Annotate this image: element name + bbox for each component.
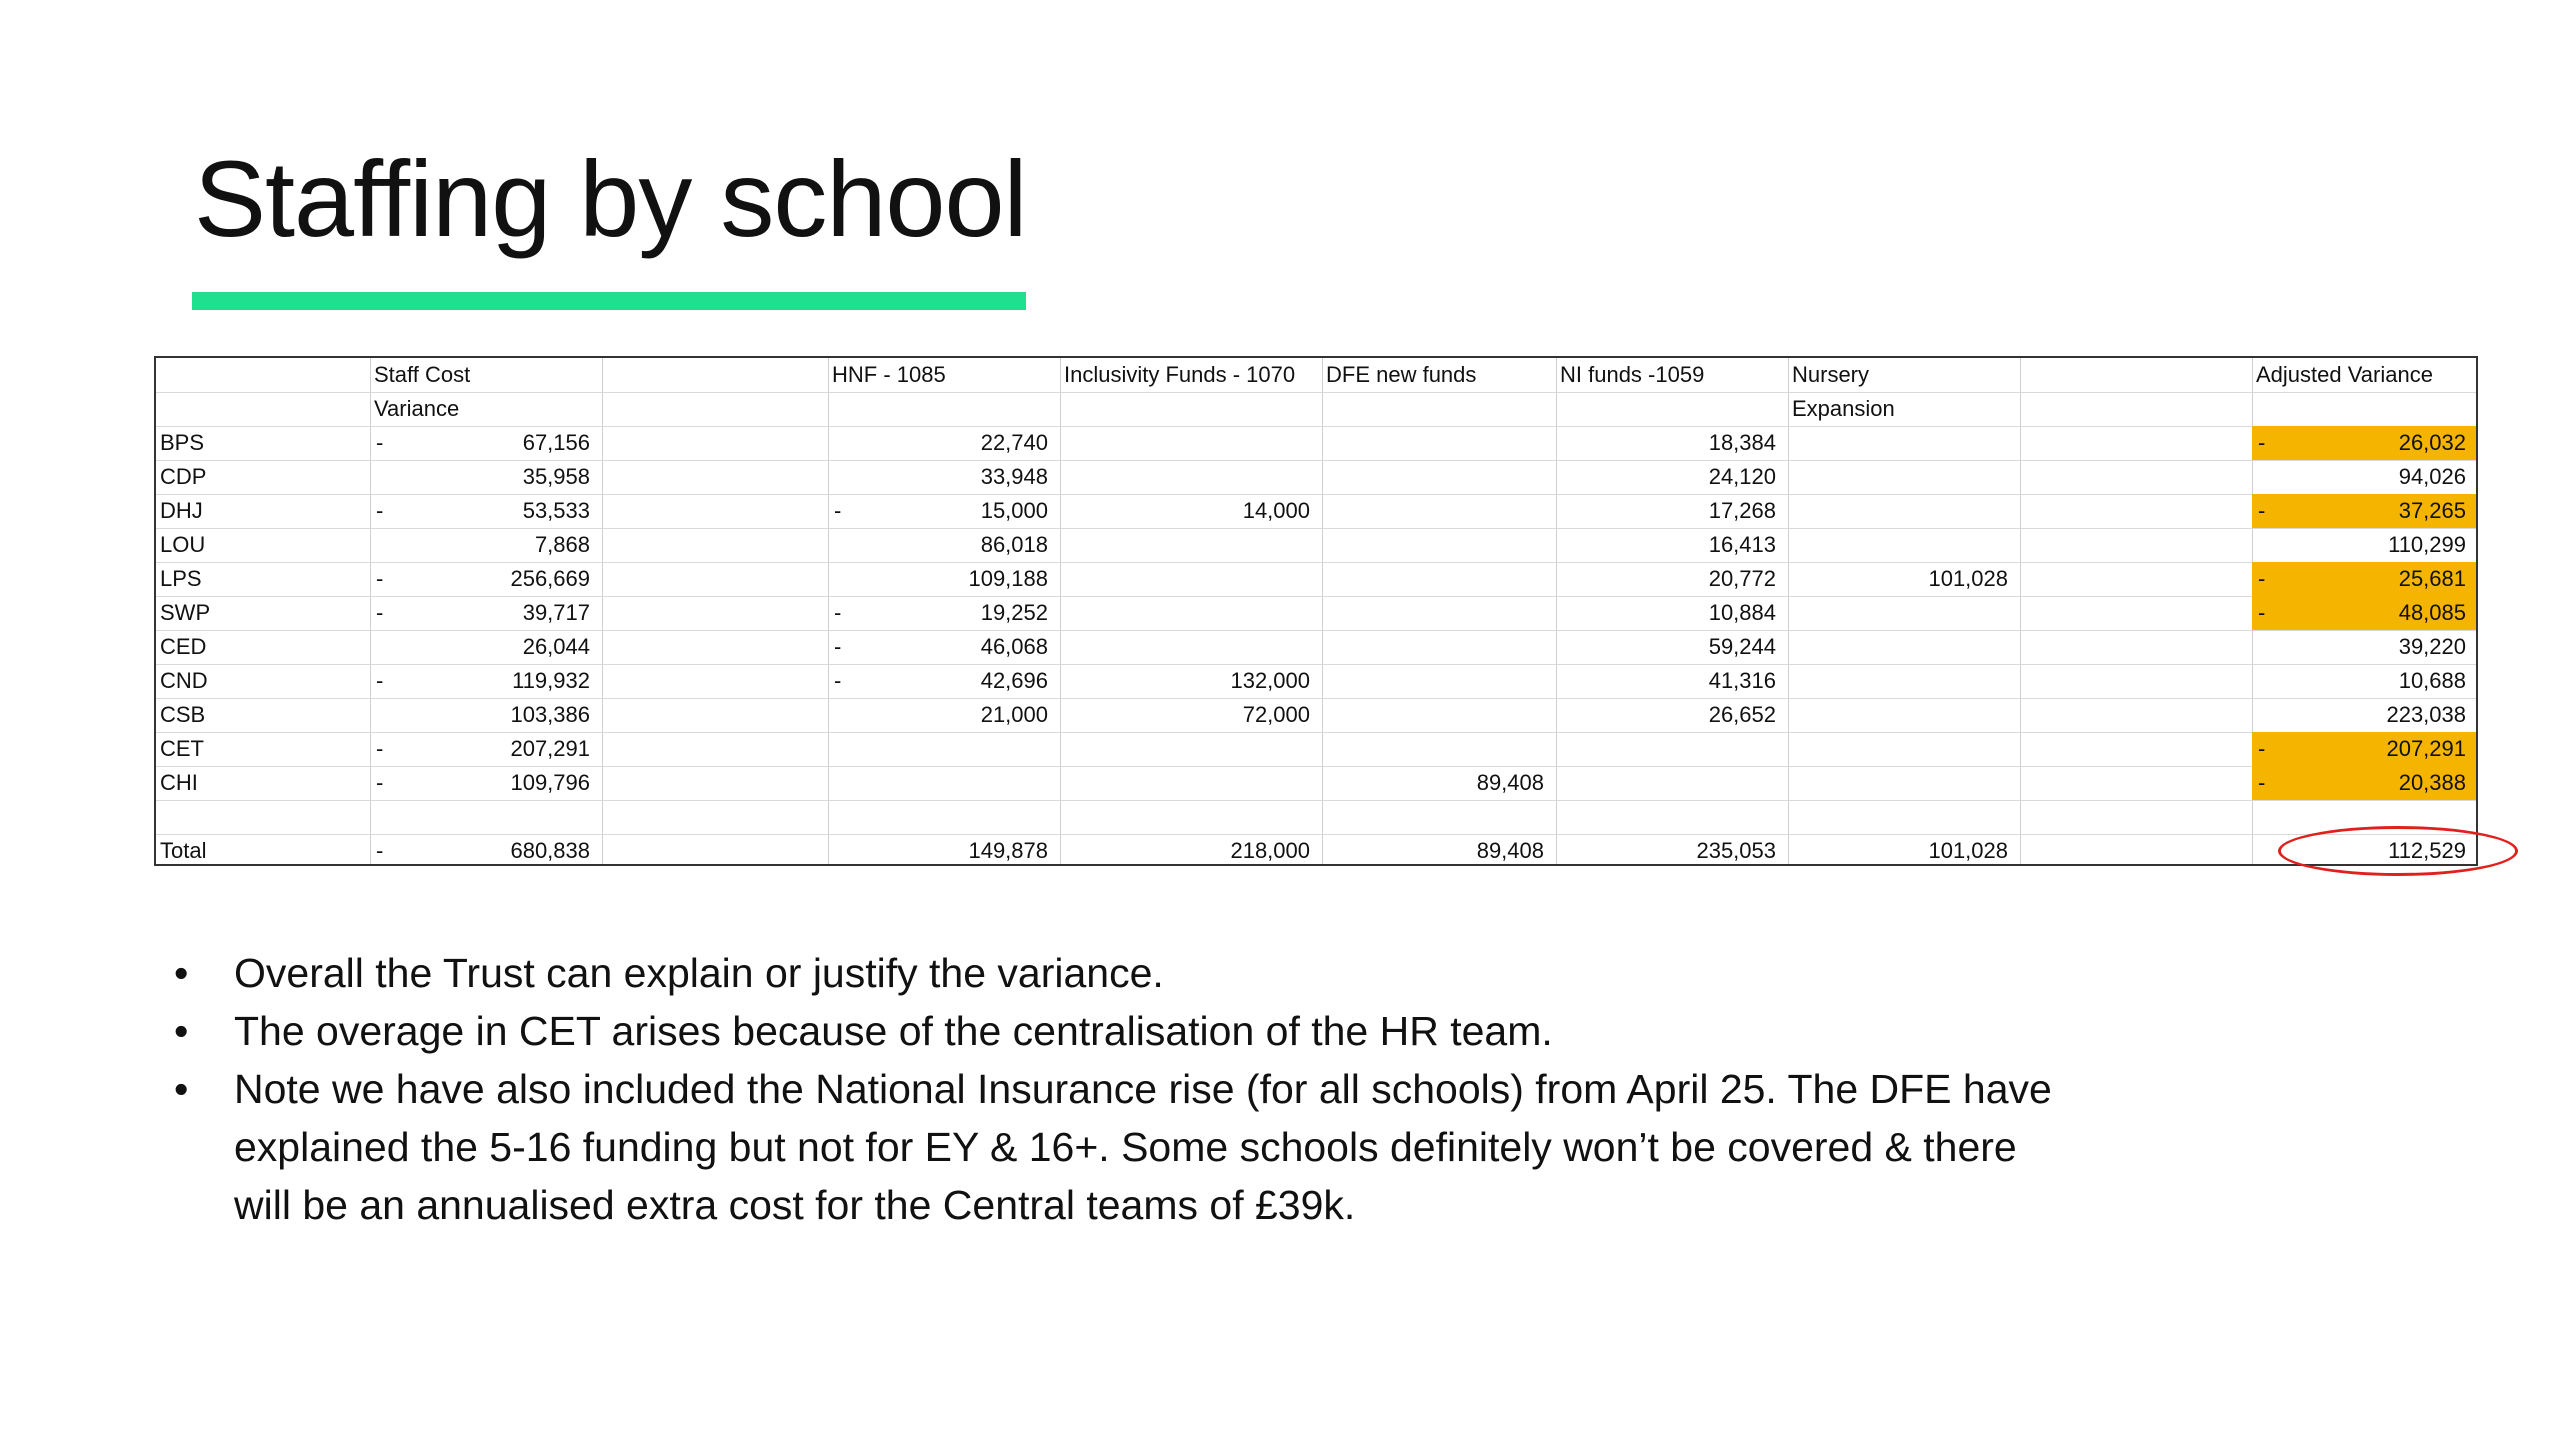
table-row-nursery: [1788, 630, 2020, 664]
table-row-inclusivity: [1060, 766, 1322, 800]
bullet-text-line: The overage in CET arises because of the centralisation of the HR team.: [234, 1008, 1553, 1054]
table-row-nursery: [1788, 426, 2020, 460]
table-row-inclusivity: [1060, 698, 1322, 732]
total-row-hnf-value: 149,878: [968, 838, 1048, 863]
column-header-value: Variance: [374, 396, 460, 421]
table-row-staff-cost: [370, 596, 602, 630]
table-row-adjusted-variance: [2252, 664, 2478, 698]
negative-sign: -: [376, 566, 384, 591]
table-row-ni: [1556, 630, 1788, 664]
table-row-dfe: [1322, 732, 1556, 766]
table-row-school: [156, 664, 370, 698]
table-row-staff-cost: [370, 732, 602, 766]
bullet-dot-icon: •: [174, 1008, 189, 1054]
table-row-dfe: [1322, 426, 1556, 460]
negative-sign: -: [376, 838, 384, 863]
table-row-ni-value: 17,268: [1708, 498, 1776, 523]
grid-column-line: [2020, 358, 2021, 864]
table-row-staff-cost-value: 35,958: [522, 464, 590, 489]
table-row-school: [156, 426, 370, 460]
total-row-hnf: [828, 834, 1060, 866]
page-title: Staffing by school: [194, 138, 1027, 259]
negative-sign: -: [376, 736, 384, 761]
negative-sign: -: [376, 770, 384, 795]
table-row-nursery: [1788, 698, 2020, 732]
table-row-inclusivity-value: 132,000: [1230, 668, 1310, 693]
negative-sign: -: [376, 668, 384, 693]
total-row-inclusivity-value: 218,000: [1230, 838, 1310, 863]
table-row-adjusted-variance: [2252, 596, 2478, 630]
table-row-school: [156, 562, 370, 596]
negative-sign: -: [834, 668, 842, 693]
table-row-staff-cost-value: 7,868: [534, 532, 590, 557]
table-row-inclusivity: [1060, 596, 1322, 630]
table-row-nursery: [1788, 460, 2020, 494]
table-row-hnf: [828, 630, 1060, 664]
table-row-dfe: [1322, 766, 1556, 800]
negative-sign: -: [376, 498, 384, 523]
table-row-adjusted-variance-value: 207,291: [2386, 736, 2466, 761]
table-row-school-value: BPS: [160, 430, 205, 455]
negative-sign: -: [2258, 498, 2266, 523]
bullet-list: [170, 944, 2410, 1234]
total-row-dfe-value: 89,408: [1476, 838, 1544, 863]
table-row-adjusted-variance-value: 25,681: [2398, 566, 2466, 591]
column-header: [370, 392, 602, 426]
table-row-school: [156, 596, 370, 630]
table-row-adjusted-variance: [2252, 426, 2478, 460]
table-row-hnf: [828, 562, 1060, 596]
table-row-staff-cost: [370, 766, 602, 800]
table-row-inclusivity: [1060, 460, 1322, 494]
table-row-ni: [1556, 562, 1788, 596]
table-row-adjusted-variance: [2252, 562, 2478, 596]
table-row-adjusted-variance-value: 223,038: [2386, 702, 2466, 727]
negative-sign: -: [376, 430, 384, 455]
column-header: [370, 358, 602, 392]
table-row-school: [156, 460, 370, 494]
table-row-staff-cost-value: 207,291: [510, 736, 590, 761]
table-row-ni-value: 20,772: [1708, 566, 1776, 591]
table-row-staff-cost-value: 39,717: [522, 600, 590, 625]
table-row-adjusted-variance: [2252, 460, 2478, 494]
table-row-dfe-value: 89,408: [1476, 770, 1544, 795]
table-row-school-value: CHI: [160, 770, 198, 795]
total-row-nursery: [1788, 834, 2020, 866]
table-row-inclusivity: [1060, 494, 1322, 528]
table-row-school-value: CND: [160, 668, 208, 693]
table-row-nursery: [1788, 596, 2020, 630]
table-row-ni: [1556, 460, 1788, 494]
table-row-nursery: [1788, 528, 2020, 562]
column-header-value: Nursery: [1792, 362, 1870, 387]
table-row-staff-cost: [370, 528, 602, 562]
table-row-hnf-value: 46,068: [980, 634, 1048, 659]
table-row-staff-cost: [370, 494, 602, 528]
table-row-school-value: LOU: [160, 532, 206, 557]
table-row-staff-cost-value: 103,386: [510, 702, 590, 727]
table-row-school: [156, 766, 370, 800]
table-row-adjusted-variance-value: 110,299: [2388, 532, 2466, 557]
table-row-nursery: [1788, 562, 2020, 596]
table-row-school: [156, 698, 370, 732]
negative-sign: -: [2258, 736, 2266, 761]
table-row-hnf-value: 86,018: [980, 532, 1048, 557]
negative-sign: -: [834, 600, 842, 625]
negative-sign: -: [2258, 430, 2266, 455]
grid-row-line: [156, 800, 2476, 801]
table-row-nursery: [1788, 766, 2020, 800]
total-row-ni-value: 235,053: [1696, 838, 1776, 863]
table-row-adjusted-variance: [2252, 766, 2478, 800]
table-row-ni-value: 10,884: [1708, 600, 1776, 625]
negative-sign: -: [834, 498, 842, 523]
table-row-school-value: CET: [160, 736, 204, 761]
table-row-adjusted-variance: [2252, 528, 2478, 562]
table-row-inclusivity: [1060, 732, 1322, 766]
column-header-value: Staff Cost: [374, 362, 471, 387]
table-row-school-value: CDP: [160, 464, 207, 489]
bullet-text-line: explained the 5-16 funding but not for EY & 16+. Some schools definitely won’t be covered & there: [234, 1124, 2017, 1170]
negative-sign: -: [2258, 770, 2266, 795]
table-row-adjusted-variance-value: 37,265: [2398, 498, 2466, 523]
table-row-ni: [1556, 596, 1788, 630]
table-row-ni: [1556, 426, 1788, 460]
bullet-text-line: will be an annualised extra cost for the Central teams of £39k.: [234, 1182, 1356, 1228]
column-header: [1788, 392, 2020, 426]
table-row-hnf: [828, 460, 1060, 494]
table-row-hnf: [828, 494, 1060, 528]
table-row-inclusivity: [1060, 630, 1322, 664]
column-header-value: HNF - 1085: [832, 362, 946, 387]
table-row-school-value: CED: [160, 634, 207, 659]
table-row-staff-cost-value: 67,156: [522, 430, 590, 455]
table-row-hnf-value: 109,188: [968, 566, 1048, 591]
table-row-ni-value: 16,413: [1708, 532, 1776, 557]
column-header-value: Adjusted Variance: [2256, 362, 2433, 387]
table-row-ni: [1556, 766, 1788, 800]
total-row-school-value: Total: [160, 838, 207, 863]
table-row-hnf: [828, 766, 1060, 800]
table-row-ni-value: 26,652: [1708, 702, 1776, 727]
table-row-school-value: CSB: [160, 702, 206, 727]
table-row-dfe: [1322, 460, 1556, 494]
highlight-circle: [2278, 826, 2518, 876]
table-row-inclusivity-value: 14,000: [1242, 498, 1310, 523]
table-row-hnf: [828, 664, 1060, 698]
table-row-hnf: [828, 698, 1060, 732]
total-row-ni: [1556, 834, 1788, 866]
bullet-text-line: Note we have also included the National Insurance rise (for all schools) from April 25. The DFE have: [234, 1066, 2052, 1112]
column-header: [1322, 358, 1556, 392]
title-underline: [192, 292, 1026, 310]
table-row-hnf: [828, 528, 1060, 562]
column-header: [2252, 358, 2478, 392]
table-row-dfe: [1322, 630, 1556, 664]
grid-column-line: [602, 358, 603, 864]
table-row-hnf-value: 15,000: [980, 498, 1048, 523]
bullet-item: [170, 1060, 2410, 1234]
column-header: [1060, 358, 1322, 392]
bullet-dot-icon: •: [174, 950, 189, 996]
table-row-ni: [1556, 732, 1788, 766]
table-row-adjusted-variance: [2252, 630, 2478, 664]
table-row-adjusted-variance-value: 10,688: [2398, 668, 2466, 693]
column-header: [828, 358, 1060, 392]
table-row-school: [156, 732, 370, 766]
table-row-staff-cost: [370, 630, 602, 664]
table-row-staff-cost-value: 26,044: [522, 634, 590, 659]
table-row-dfe: [1322, 596, 1556, 630]
table-row-dfe: [1322, 562, 1556, 596]
table-row-hnf: [828, 732, 1060, 766]
total-row-school: [156, 834, 370, 866]
table-row-inclusivity: [1060, 664, 1322, 698]
column-header-value: Expansion: [1792, 396, 1895, 421]
table-row-hnf-value: 22,740: [980, 430, 1048, 455]
table-row-hnf-value: 33,948: [980, 464, 1048, 489]
total-row-staff-cost-value: 680,838: [510, 838, 590, 863]
table-row-inclusivity-value: 72,000: [1242, 702, 1310, 727]
bullet-item: [170, 944, 2410, 1002]
table-row-hnf-value: 21,000: [980, 702, 1048, 727]
table-row-ni: [1556, 528, 1788, 562]
table-row-inclusivity: [1060, 528, 1322, 562]
bullet-item: [170, 1002, 2410, 1060]
table-row-staff-cost: [370, 426, 602, 460]
table-row-inclusivity: [1060, 562, 1322, 596]
table-row-ni-value: 18,384: [1708, 430, 1776, 455]
table-row-nursery: [1788, 494, 2020, 528]
table-row-hnf-value: 42,696: [980, 668, 1048, 693]
table-row-staff-cost: [370, 664, 602, 698]
negative-sign: -: [2258, 566, 2266, 591]
column-header-value: Inclusivity Funds - 1070: [1064, 362, 1296, 387]
table-row-staff-cost-value: 109,796: [510, 770, 590, 795]
column-header: [1556, 358, 1788, 392]
table-row-staff-cost-value: 119,932: [512, 668, 590, 693]
table-row-dfe: [1322, 494, 1556, 528]
table-row-adjusted-variance-value: 20,388: [2398, 770, 2466, 795]
table-row-nursery: [1788, 664, 2020, 698]
total-row-staff-cost: [370, 834, 602, 866]
table-row-adjusted-variance-value: 48,085: [2398, 600, 2466, 625]
table-row-inclusivity: [1060, 426, 1322, 460]
table-row-dfe: [1322, 528, 1556, 562]
total-row-dfe: [1322, 834, 1556, 866]
spreadsheet-table: [154, 356, 2478, 866]
table-row-school-value: LPS: [160, 566, 202, 591]
table-row-adjusted-variance-value: 39,220: [2398, 634, 2466, 659]
table-row-school: [156, 528, 370, 562]
table-row-staff-cost-value: 53,533: [522, 498, 590, 523]
table-row-ni: [1556, 664, 1788, 698]
table-row-staff-cost: [370, 698, 602, 732]
table-row-adjusted-variance-value: 94,026: [2398, 464, 2466, 489]
column-header-value: NI funds -1059: [1560, 362, 1705, 387]
bullet-dot-icon: •: [174, 1066, 189, 1112]
table-row-school: [156, 494, 370, 528]
table-row-adjusted-variance: [2252, 494, 2478, 528]
column-header-value: DFE new funds: [1326, 362, 1477, 387]
table-row-adjusted-variance: [2252, 698, 2478, 732]
bullet-text-line: Overall the Trust can explain or justify the variance.: [234, 950, 1164, 996]
table-row-adjusted-variance: [2252, 732, 2478, 766]
table-row-dfe: [1322, 698, 1556, 732]
table-row-ni-value: 41,316: [1708, 668, 1776, 693]
total-row-adjusted-variance-value: 112,529: [2388, 838, 2466, 863]
table-row-hnf-value: 19,252: [980, 600, 1048, 625]
total-row-nursery-value: 101,028: [1928, 838, 2008, 863]
table-row-school: [156, 630, 370, 664]
table-row-nursery-value: 101,028: [1928, 566, 2008, 591]
table-row-staff-cost: [370, 562, 602, 596]
negative-sign: -: [376, 600, 384, 625]
table-row-hnf: [828, 426, 1060, 460]
table-row-nursery: [1788, 732, 2020, 766]
table-row-staff-cost-value: 256,669: [510, 566, 590, 591]
table-row-ni-value: 24,120: [1708, 464, 1776, 489]
table-row-ni-value: 59,244: [1708, 634, 1776, 659]
table-row-hnf: [828, 596, 1060, 630]
table-row-dfe: [1322, 664, 1556, 698]
table-row-school-value: SWP: [160, 600, 211, 625]
negative-sign: -: [834, 634, 842, 659]
table-row-school-value: DHJ: [160, 498, 203, 523]
table-row-staff-cost: [370, 460, 602, 494]
negative-sign: -: [2258, 600, 2266, 625]
table-row-ni: [1556, 698, 1788, 732]
table-row-adjusted-variance-value: 26,032: [2398, 430, 2466, 455]
table-row-ni: [1556, 494, 1788, 528]
total-row-inclusivity: [1060, 834, 1322, 866]
column-header: [1788, 358, 2020, 392]
